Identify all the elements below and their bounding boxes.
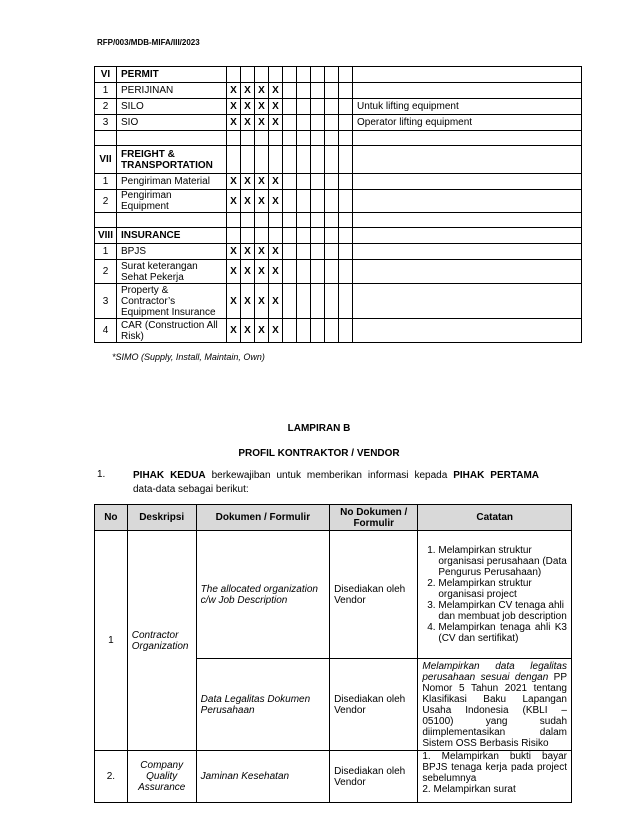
catatan-rest: PP Nomor 5 Tahun 2021 tentang Klasifikasi Baku Lapangan Usaha Indonesia (KBLI – 05100) yang sudah diimplementasikan dalam Sistem OSS Berbasis Risiko [422, 671, 567, 749]
catatan-italic: Melampirkan data legalitas perusahaan sesuai dengan [422, 660, 567, 683]
mark-cell [297, 244, 311, 260]
row-note [353, 174, 582, 190]
mark-cell [311, 146, 325, 174]
mark-cell [339, 190, 353, 213]
mark-cell: X [241, 190, 255, 213]
mark-cell [339, 99, 353, 115]
table-row [95, 115, 582, 131]
mark-cell [325, 228, 339, 244]
row-catatan [418, 659, 572, 751]
mark-cell [339, 260, 353, 284]
mark-cell [339, 284, 353, 319]
mark-cell: X [255, 190, 269, 213]
section-title: FREIGHT & TRANSPORTATION [117, 146, 227, 174]
mark-cell [325, 284, 339, 319]
mark-cell: X [255, 99, 269, 115]
mark-cell [255, 228, 269, 244]
mark-cell [283, 260, 297, 284]
mark-cell: X [269, 284, 283, 319]
mark-cell: X [241, 83, 255, 99]
mark-cell [297, 228, 311, 244]
blank-cell [353, 213, 582, 228]
mark-cell: X [269, 115, 283, 131]
mark-cell: X [227, 115, 241, 131]
mark-cell [241, 67, 255, 83]
row-description: Property & Contractor’s Equipment Insurance [117, 284, 227, 319]
mark-cell [339, 244, 353, 260]
row-number: 4 [95, 319, 117, 343]
row-number: 2 [95, 99, 117, 115]
row-description: SILO [117, 99, 227, 115]
section-title: INSURANCE [117, 228, 227, 244]
mark-cell [227, 228, 241, 244]
mark-cell [325, 260, 339, 284]
mark-cell [339, 174, 353, 190]
blank-cell [117, 131, 227, 146]
mark-cell [311, 319, 325, 343]
mark-cell [283, 146, 297, 174]
footnote: *SIMO (Supply, Install, Maintain, Own) [112, 352, 265, 362]
row-no-dokumen: Disediakan oleh Vendor [330, 659, 418, 751]
paragraph-text-1: berkewajiban untuk memberikan informasi kepada [205, 470, 454, 481]
list-item: 3. Melampirkan CV tenaga ahli dan membuat job description [438, 600, 567, 622]
row-note: Operator lifting equipment [353, 115, 582, 131]
mark-cell [297, 99, 311, 115]
mark-cell [297, 190, 311, 213]
catatan-line-1: 1. Melampirkan bukti bayar BPJS tenaga kerja pada project sebelumnya [422, 751, 567, 784]
blank-cell [297, 131, 311, 146]
col-header-catatan: Catatan [418, 505, 572, 531]
mark-cell: X [241, 319, 255, 343]
mark-cell: X [269, 83, 283, 99]
mark-cell: X [241, 99, 255, 115]
mark-cell [311, 67, 325, 83]
list-item: 1. Melampirkan struktur organisasi perusahaan (Data Pengurus Perusahaan) [438, 545, 567, 578]
blank-cell [297, 213, 311, 228]
mark-cell: X [269, 244, 283, 260]
blank-cell [255, 213, 269, 228]
row-deskripsi: Company Quality Assurance [127, 751, 196, 803]
mark-cell [241, 228, 255, 244]
mark-cell: X [255, 83, 269, 99]
mark-cell: X [255, 319, 269, 343]
mark-cell: X [227, 284, 241, 319]
mark-cell [311, 260, 325, 284]
row-no-dokumen: Disediakan oleh Vendor [330, 531, 418, 659]
mark-cell [297, 260, 311, 284]
section-number: VII [95, 146, 117, 174]
mark-cell: X [255, 284, 269, 319]
mark-cell [269, 67, 283, 83]
mark-cell: X [269, 260, 283, 284]
list-item: 2. Melampirkan struktur organisasi project [438, 578, 567, 600]
blank-cell [269, 131, 283, 146]
row-note [353, 190, 582, 213]
table-row [95, 319, 582, 343]
mark-cell [297, 319, 311, 343]
party-one: PIHAK PERTAMA [453, 470, 539, 481]
mark-cell [297, 284, 311, 319]
blank-cell [325, 131, 339, 146]
section-header-row [95, 146, 582, 174]
vendor-profile-table [94, 504, 572, 803]
row-description: SIO [117, 115, 227, 131]
mark-cell [255, 67, 269, 83]
row-note: Untuk lifting equipment [353, 99, 582, 115]
row-number: 2 [95, 260, 117, 284]
paragraph-number: 1. [97, 469, 106, 480]
row-dokumen: The allocated organization c/w Job Description [196, 531, 329, 659]
mark-cell [269, 146, 283, 174]
mark-cell [325, 190, 339, 213]
mark-cell: X [241, 284, 255, 319]
mark-cell [283, 67, 297, 83]
blank-row [95, 213, 582, 228]
row-note [353, 244, 582, 260]
mark-cell [325, 115, 339, 131]
note-cell [353, 146, 582, 174]
mark-cell: X [269, 319, 283, 343]
table-row [95, 260, 582, 284]
mark-cell [283, 319, 297, 343]
mark-cell [339, 83, 353, 99]
mark-cell: X [227, 260, 241, 284]
blank-cell [269, 213, 283, 228]
section-number: VI [95, 67, 117, 83]
table-row [95, 751, 572, 803]
section-number: VIII [95, 228, 117, 244]
blank-cell [325, 213, 339, 228]
row-description: CAR (Construction All Risk) [117, 319, 227, 343]
blank-cell [255, 131, 269, 146]
mark-cell [283, 174, 297, 190]
table-row [95, 284, 582, 319]
table-row [95, 174, 582, 190]
mark-cell [269, 228, 283, 244]
row-description: Pengiriman Equipment [117, 190, 227, 213]
mark-cell [283, 99, 297, 115]
section-title: PERMIT [117, 67, 227, 83]
mark-cell: X [255, 260, 269, 284]
mark-cell: X [255, 115, 269, 131]
mark-cell [325, 319, 339, 343]
mark-cell [311, 284, 325, 319]
mark-cell: X [241, 260, 255, 284]
blank-cell [241, 131, 255, 146]
mark-cell [283, 83, 297, 99]
mark-cell: X [241, 174, 255, 190]
row-note [353, 260, 582, 284]
mark-cell [297, 146, 311, 174]
paragraph-text-2: data-data sebagai berikut: [133, 484, 249, 495]
blank-cell [353, 131, 582, 146]
row-catatan [418, 751, 572, 803]
mark-cell [325, 244, 339, 260]
section-header-row [95, 228, 582, 244]
blank-cell [339, 213, 353, 228]
mark-cell [325, 146, 339, 174]
row-no: 1 [95, 531, 128, 751]
section-header-row [95, 67, 582, 83]
mark-cell [325, 83, 339, 99]
row-no: 2. [95, 751, 128, 803]
row-number: 1 [95, 244, 117, 260]
table-row [95, 244, 582, 260]
blank-cell [117, 213, 227, 228]
mark-cell [283, 115, 297, 131]
row-description: PERIJINAN [117, 83, 227, 99]
row-number: 3 [95, 284, 117, 319]
blank-cell [241, 213, 255, 228]
mark-cell [283, 284, 297, 319]
mark-cell [325, 174, 339, 190]
mark-cell [297, 174, 311, 190]
row-no-dokumen: Disediakan oleh Vendor [330, 751, 418, 803]
mark-cell [311, 174, 325, 190]
col-header-no: No [95, 505, 128, 531]
mark-cell [311, 83, 325, 99]
paragraph-text [133, 469, 539, 497]
mark-cell: X [241, 115, 255, 131]
row-description: BPJS [117, 244, 227, 260]
blank-row [95, 131, 582, 146]
blank-cell [311, 131, 325, 146]
row-note [353, 284, 582, 319]
mark-cell [325, 67, 339, 83]
blank-cell [339, 131, 353, 146]
mark-cell [311, 228, 325, 244]
row-number: 3 [95, 115, 117, 131]
mark-cell: X [241, 244, 255, 260]
blank-cell [227, 131, 241, 146]
mark-cell [297, 67, 311, 83]
mark-cell [311, 99, 325, 115]
mark-cell: X [269, 174, 283, 190]
blank-cell [227, 213, 241, 228]
table-row [95, 83, 582, 99]
table-row [95, 99, 582, 115]
col-header-dokumen: Dokumen / Formulir [196, 505, 329, 531]
mark-cell [297, 83, 311, 99]
mark-cell: X [255, 174, 269, 190]
responsibility-matrix-table [94, 66, 582, 343]
mark-cell [339, 146, 353, 174]
mark-cell: X [227, 174, 241, 190]
mark-cell: X [227, 244, 241, 260]
profil-title: PROFIL KONTRAKTOR / VENDOR [238, 448, 400, 459]
table-row [95, 190, 582, 213]
mark-cell [283, 228, 297, 244]
mark-cell: X [269, 99, 283, 115]
mark-cell [283, 244, 297, 260]
row-dokumen: Jaminan Kesehatan [196, 751, 329, 803]
mark-cell: X [227, 83, 241, 99]
mark-cell: X [269, 190, 283, 213]
note-cell [353, 67, 582, 83]
note-cell [353, 228, 582, 244]
mark-cell [339, 67, 353, 83]
col-header-no-dokumen: No Dokumen / Formulir [330, 505, 418, 531]
row-number: 1 [95, 174, 117, 190]
blank-cell [95, 131, 117, 146]
catatan-line-2: 2. Melampirkan surat [422, 784, 516, 795]
blank-cell [311, 213, 325, 228]
row-catatan [418, 531, 572, 659]
row-note [353, 319, 582, 343]
mark-cell [227, 67, 241, 83]
mark-cell [339, 115, 353, 131]
row-dokumen: Data Legalitas Dokumen Perusahaan [196, 659, 329, 751]
blank-cell [283, 213, 297, 228]
mark-cell [339, 228, 353, 244]
document-code: RFP/003/MDB-MIFA/III/2023 [97, 38, 200, 47]
mark-cell [311, 244, 325, 260]
row-number: 2 [95, 190, 117, 213]
row-description: Pengiriman Material [117, 174, 227, 190]
mark-cell [311, 190, 325, 213]
mark-cell: X [227, 319, 241, 343]
party-two: PIHAK KEDUA [133, 470, 206, 481]
table-header-row [95, 505, 572, 531]
list-item: 4. Melampirkan tenaga ahli K3 (CV dan sertifikat) [438, 622, 567, 644]
mark-cell [283, 190, 297, 213]
row-number: 1 [95, 83, 117, 99]
blank-cell [283, 131, 297, 146]
row-deskripsi: Contractor Organization [127, 531, 196, 751]
mark-cell [241, 146, 255, 174]
mark-cell [311, 115, 325, 131]
mark-cell: X [227, 99, 241, 115]
lampiran-title: LAMPIRAN B [287, 423, 351, 434]
col-header-deskripsi: Deskripsi [127, 505, 196, 531]
mark-cell [255, 146, 269, 174]
mark-cell: X [227, 190, 241, 213]
mark-cell: X [255, 244, 269, 260]
mark-cell [227, 146, 241, 174]
mark-cell [297, 115, 311, 131]
row-description: Surat keterangan Sehat Pekerja [117, 260, 227, 284]
table-row [95, 531, 572, 659]
blank-cell [95, 213, 117, 228]
notes-list [422, 545, 567, 644]
mark-cell [325, 99, 339, 115]
mark-cell [339, 319, 353, 343]
row-note [353, 83, 582, 99]
